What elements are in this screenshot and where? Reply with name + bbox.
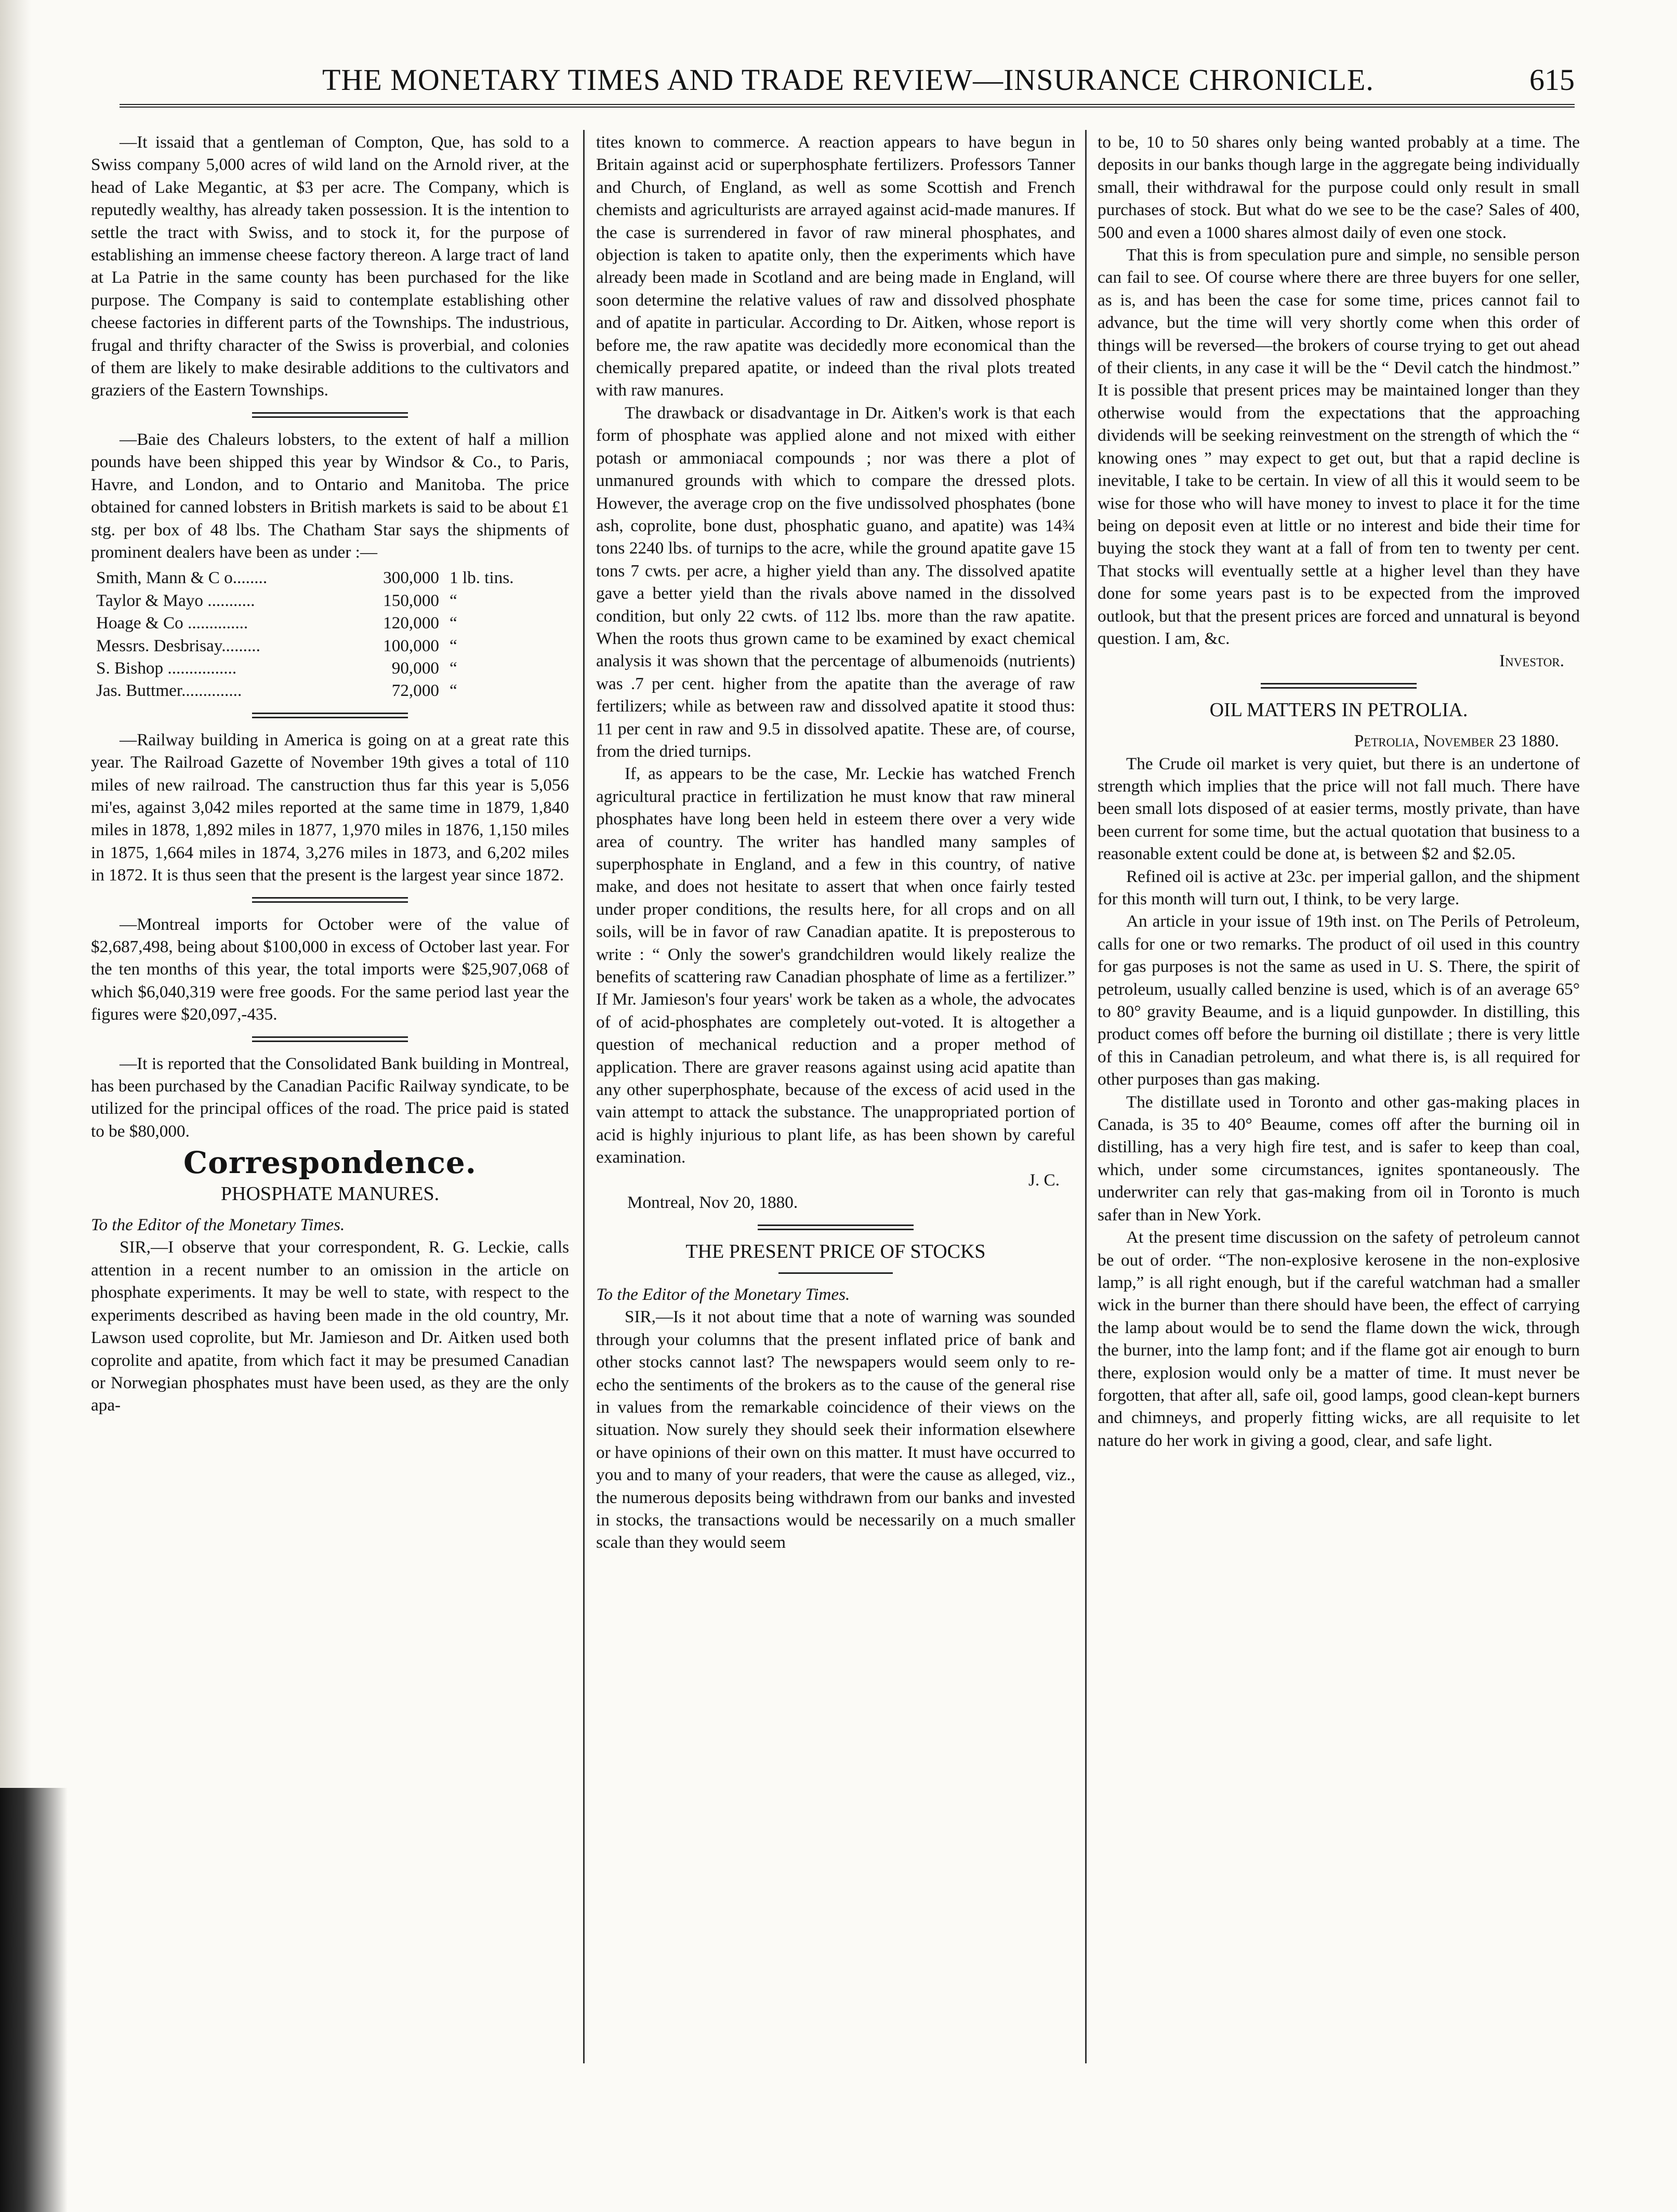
- phosphate-letter-cont: tites known to commerce. A reaction appears to have begun in Britain against acid or superphosphate fertilizers. Professors Tanner and Church, of England, as well as some Scottish and French chemists and agriculturists are arrayed against acid-made manures. If the case is surrendered in favor of raw mineral phosphates, and objection is taken to apatite only, then the experiments which have already been made in Scotland and are being made in England, will soon determine the relative values of raw and dissolved phosphate and of apatite in particular. According to Dr. Aitken, whose report is before me, the raw apatite was decidedly more economical than the chemically prepared apatite, or indeed than the rival plots treated with raw manures.: [596, 133, 1075, 400]
- stocks-salutation: To the Editor of the Monetary Times.: [596, 1284, 850, 1304]
- article-divider: [252, 412, 408, 418]
- dealer-name: Jas. Buttmer..............: [96, 681, 242, 701]
- shipment-unit: “: [450, 658, 457, 678]
- page-edge-shadow: [0, 1788, 68, 2212]
- shipment-value: 300,000: [383, 568, 439, 588]
- page-number: 615: [1529, 63, 1575, 97]
- stocks-letter-cont: to be, 10 to 50 shares only being wanted probably at a time. The deposits in our banks though large in the aggregate being individually small, their withdrawal for the purpose could only result in small purchases of stock. But what do we see to be the case? Sales of 400, 500 and even a 1000 shares almost daily of even one stock.: [1098, 133, 1580, 242]
- correspondence-heading: Correspondence.: [183, 1145, 477, 1181]
- table-row: [96, 612, 569, 634]
- column-1: [91, 131, 569, 1417]
- lobster-shipments-table: [96, 567, 569, 702]
- article-lobsters: —Baie des Chaleurs lobsters, to the extent of half a million pounds have been shipped this year by Windsor & Co., to Paris, Havre, and London, and to Ontario and Manitoba. The price obtained for canned lobsters in British markets is said to be about £1 stg. per box of 48 lbs. The Chatham Star says the shipments of prominent dealers have been as under :—: [91, 429, 569, 562]
- table-row: [96, 679, 569, 702]
- table-row: [96, 657, 569, 679]
- shipment-value: 72,000: [391, 681, 439, 701]
- article-divider: [1261, 683, 1417, 689]
- column-2: [596, 131, 1075, 1554]
- page-title: THE MONETARY TIMES AND TRADE REVIEW—INSURANCE CHRONICLE.: [322, 63, 1374, 97]
- phosphate-heading: PHOSPHATE MANURES.: [220, 1182, 440, 1205]
- article-montreal-imports: —Montreal imports for October were of the value of $2,687,498, being about $100,000 in excess of October last year. For the ten months of this year, the total imports were $25,907,068 of which $6,040,319 were free goods. For the same period last year the figures were $20,097,-435.: [91, 914, 569, 1024]
- dealer-name: Smith, Mann & C o........: [96, 568, 268, 588]
- phosphate-letter-para: The drawback or disadvantage in Dr. Aitken's work is that each form of phosphate was applied alone and not mixed with either potash or ammoniacal compounds ; nor was there a plot of unmanured grounds with which to compare the dressed plots. However, the average crop on the five undissolved phosphates (bone ash, coprolite, bone dust, phosphatic guano, and apatite) was 14¾ tons 2240 lbs. of turnips to the acre, while the ground apatite gave 15 tons 7 cwts. per acre, a higher yield than any. The dissolved apatite gave a better yield than the rivals above named in the dissolved condition, but only 22 cwts. of 112 lbs. more than the raw apatite. When the roots thus grown came to be examined by exact chemical analysis it was shown that the percentage of albumenoids (nutrients) was .7 per cent. higher from the apatite than the average of raw fertilizers; while as between raw and dissolved apatite it stood thus: 11 per cent in raw and 9.5 in dissolved apatite. These are, of course, from the dried turnips.: [596, 403, 1075, 761]
- shipment-unit: “: [450, 636, 457, 655]
- column-rule-1: [583, 130, 585, 2063]
- article-divider: [252, 713, 408, 718]
- dealer-name: S. Bishop ................: [96, 658, 237, 678]
- oil-para: The Crude oil market is very quiet, but there is an undertone of strength which implies that the price will not fall much. There have been small lots disposed of at easier terms, mostly private, than have been current for some time, but the actual quotation that business to a reasonable extent could be done at, is between $2 and $2.05.: [1098, 754, 1580, 864]
- table-row: [96, 567, 569, 589]
- stocks-letter-para: SIR,—Is it not about time that a note of warning was sounded through your columns that the present inflated price of bank and other stocks cannot last? The newspapers would seem only to re-echo the sentiments of the brokers as to the cause of the general rise in values from the remarkable coincidence of their views on the situation. Now surely they should seek their information elsewhere or have opinions of their own on this matter. It must have occurred to you and to many of your readers, that were the cause as alleged, viz., the numerous deposits being withdrawn from our banks and invested in stocks, the transactions would be necessarily on a much smaller scale than they would seem: [596, 1307, 1075, 1552]
- oil-heading: OIL MATTERS IN PETROLIA.: [1209, 699, 1468, 721]
- article-divider: [252, 1036, 408, 1042]
- dealer-name: Messrs. Desbrisay.........: [96, 636, 260, 655]
- dealer-name: Hoage & Co ..............: [96, 613, 248, 633]
- table-row: [96, 635, 569, 657]
- article-divider: [758, 1224, 914, 1230]
- article-divider: [252, 897, 408, 903]
- shipment-value: 120,000: [383, 613, 439, 633]
- stocks-heading: THE PRESENT PRICE OF STOCKS: [685, 1240, 986, 1262]
- oil-para: Refined oil is active at 23c. per imperial gallon, and the shipment for this month will turn out, I think, to be very large.: [1098, 866, 1580, 908]
- phosphate-letter-para: If, as appears to be the case, Mr. Leckie has watched French agricultural practice in fertilization he must know that raw mineral phosphates have long been held in esteem there over a very wide area of country. The writer has handled many samples of superphosphate in England, and a few in this country, of native make, and does not hesitate to assert that when once fairly tested under proper conditions, the results here, for all crops and on all soils, will be in favor of raw Canadian apatite. It is preposterous to write : “ Only the sower's grandchildren would likely realize the benefits of scattering raw Canadian phosphate of lime as a fertilizer.” If Mr. Jamieson's four years' work be taken as a whole, the advocates of of acid-phosphates are completely out-voted. It is altogether a question of mechanical reduction and a proper method of application. There are graver reasons against using acid apatite than any other superphosphate, because of the excess of acid used in the vain attempt to attack the substance. The unappropriated portion of acid is highly injurious to plant life, as has been shown by careful examination.: [596, 764, 1075, 1167]
- phosphate-letter-start: SIR,—I observe that your correspondent, R. G. Leckie, calls attention in a recent number to an omission in the article on phosphate experiments. It may be well to state, with respect to the experiments described as having been made in the old country, Mr. Lawson used coprolite, but Mr. Jamieson and Dr. Aitken used both coprolite and apatite, from which fact it may be presumed Canadian or Norwegian phosphates must have been used, as they are the only apa-: [91, 1237, 569, 1415]
- shipment-unit: 1 lb. tins.: [450, 568, 514, 588]
- stocks-letter-para: That this is from speculation pure and simple, no sensible person can fail to see. Of course where there are three buyers for one seller, as is, and has been the case for some time, prices cannot fail to advance, but the time will very shortly come when this order of things will be reversed—the brokers of course trying to get out ahead of their clients, in any case it will be the “ Devil catch the hindmost.” It is possible that present prices may be maintained longer than they otherwise would from the expectations that the approaching dividends will be seeking reinvestment on the strength of which the “ knowing ones ” may expect to get out, but that a rapid decline is inevitable, I take to be certain. In view of all this it would seem to be wise for those who will have money to invest to place it for the time being on deposit even at little or no interest and bide their time for buying the stock they want at a fall of from ten to twenty per cent. That stocks will eventually settle at a higher level than they have done for some years past is to be expected from the improved outlook, but that the present prices are forced and unnatural is beyond question. I am, &c.: [1098, 245, 1580, 648]
- article-railway: —Railway building in America is going on at a great rate this year. The Railroad Gazette of November 19th gives a total of 110 miles of new railroad. The canstruction thus far this year is 5,056 mi'es, against 3,042 miles reported at the same time in 1879, 1,840 miles in 1878, 1,892 miles in 1877, 1,970 miles in 1876, 1,150 miles in 1875, 1,664 miles in 1874, 3,276 miles in 1873, and 6,202 miles in 1872. It is thus seen that the present is the largest year since 1872.: [91, 730, 569, 885]
- oil-dateline: Petrolia, November 23 1880.: [1354, 731, 1559, 751]
- oil-para: An article in your issue of 19th inst. on The Perils of Petroleum, calls for one or two remarks. The product of oil used in this country for gas purposes is not the same as used in U. S. There, the spirit of petroleum, usually called benzine is used, which is of an average 65° to 80° gravity Beaume, and is a liquid gunpowder. In distilling, this product comes off before the burning oil distillate ; there is very little of this in Canadian petroleum, and what there is, is all required for other purposes than gas making.: [1098, 912, 1580, 1089]
- shipment-unit: “: [450, 613, 457, 633]
- column-3: [1098, 131, 1580, 1452]
- heading-rule: [778, 1272, 893, 1274]
- dealer-name: Taylor & Mayo ...........: [96, 590, 255, 610]
- table-row: [96, 589, 569, 612]
- oil-para: The distillate used in Toronto and other gas-making places in Canada, is 35 to 40° Beaume, comes off after the burning oil in distilling, has a very high fire test, and is safer to keep than coal, which, under some circumstances, ignites spontaneously. The underwriter can rely that gas-making from oil in Toronto is much safer than in New York.: [1098, 1092, 1580, 1224]
- shipment-value: 150,000: [383, 590, 439, 610]
- letter-signature: Investor.: [1499, 651, 1564, 671]
- article-compton: —It issaid that a gentleman of Compton, Que, has sold to a Swiss company 5,000 acres of wild land on the Arnold river, at the head of Lake Megantic, at $3 per acre. The Company, which is reputedly wealthy, has already taken possession. It is the intention to settle the tract with Swiss, and to stock it, for the purpose of establishing an immense cheese factory thereon. A large tract of land at La Patrie in the same county has been purchased for the like purpose. The Company is said to contemplate establishing other cheese factories in different parts of the Townships. The industrious, frugal and thrifty character of the Swiss is proverbial, and colonies of them are likely to make desirable additions to the cultivators and graziers of the Eastern Townships.: [91, 133, 569, 400]
- article-bank-building: —It is reported that the Consolidated Bank building in Montreal, has been purchased by the Canadian Pacific Railway syndicate, to be utilized for the principal offices of the road. The price paid is stated to be $80,000.: [91, 1054, 569, 1141]
- letter-signature: J. C.: [1028, 1170, 1060, 1190]
- oil-para: At the present time discussion on the safety of petroleum cannot be out of order. “The non-explosive kerosene in the non-explosive lamp,” is all right enough, but if the careful watchman had a smaller wick in the burner than there should have been, the effect of carrying the lamp about would be to send the flame down the wick, through the burner, into the lamp font; and if the flame got air enough to burn there, explosion would only be a matter of time. It must never be forgotten, that after all, safe oil, good lamps, good clean-kept burners and chimneys, and properly fitting wicks, are all requisite to let nature do her work in giving a good, clear, and safe light.: [1098, 1228, 1580, 1450]
- letter-dateline: Montreal, Nov 20, 1880.: [627, 1193, 798, 1213]
- shipment-unit: “: [450, 681, 457, 701]
- page-header: [120, 62, 1575, 108]
- phosphate-salutation: To the Editor of the Monetary Times.: [91, 1215, 345, 1235]
- shipment-unit: “: [450, 590, 457, 610]
- column-rule-2: [1085, 130, 1087, 2063]
- shipment-value: 100,000: [383, 636, 439, 655]
- shipment-value: 90,000: [391, 658, 439, 678]
